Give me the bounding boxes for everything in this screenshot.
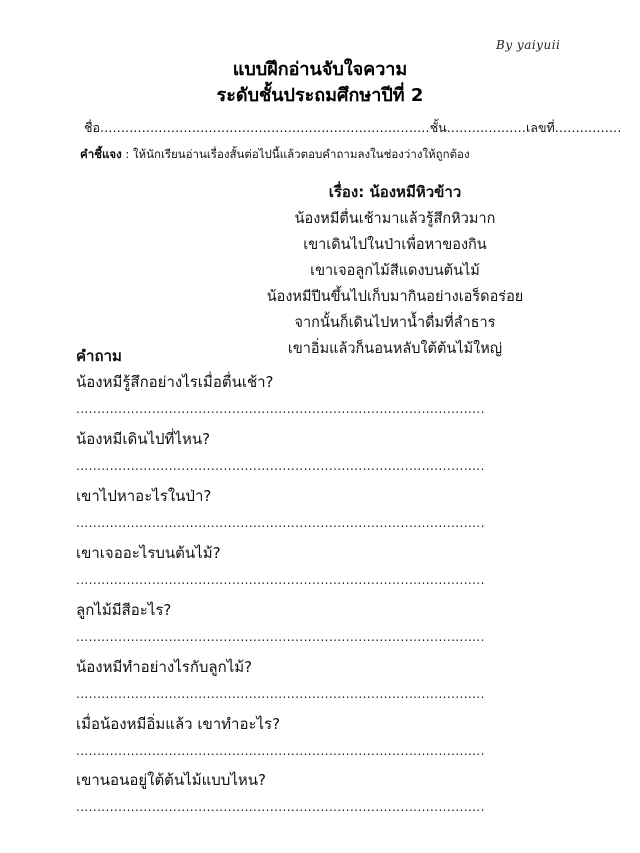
story-body: [230, 206, 560, 362]
question-text: น้องหมีเดินไปที่ไหน?: [76, 430, 211, 448]
question-item: [76, 484, 485, 530]
story-title: เรื่อง: น้องหมีหิวข้าว: [328, 183, 462, 201]
story-line: น้องหมีปีนขึ้นไปเก็บมากินอย่างเอร็ดอร่อย: [266, 289, 524, 305]
instruction-label: คำชี้แจง: [80, 147, 122, 161]
instruction: [80, 146, 470, 164]
question-text: เขาเจออะไรบนต้นไม้?: [76, 544, 221, 562]
question-text: เขาไปหาอะไรในป่า?: [76, 487, 212, 505]
story-line: เขาเดินไปในป่าเพื่อหาของกิน: [303, 237, 487, 253]
story-line: เขาอิ่มแล้วก็นอนหลับใต้ต้นไม้ใหญ่: [287, 341, 503, 357]
name-label: ชื่อ: [84, 120, 100, 135]
question-text: เมื่อน้องหมีอิ่มแล้ว เขาทำอะไร?: [76, 715, 281, 733]
question-item: [76, 712, 485, 758]
answer-line[interactable]: .................................................................................................: [76, 516, 485, 530]
number-label: เลขที่: [526, 120, 555, 135]
question-item: [76, 768, 485, 814]
question-text: เขานอนอยู่ใต้ต้นไม้แบบไหน?: [76, 771, 266, 789]
author-credit: By yaiyuii: [496, 38, 561, 52]
answer-line[interactable]: .................................................................................................: [76, 800, 485, 814]
story-line: น้องหมีตื่นเช้ามาแล้วรู้สึกหิวมาก: [294, 211, 496, 227]
answer-line[interactable]: .................................................................................................: [76, 687, 485, 701]
question-text: ลูกไม้มีสีอะไร?: [76, 601, 172, 619]
story-line: จากนั้นก็เดินไปหาน้ำดื่มที่ลำธาร: [294, 315, 496, 331]
answer-line[interactable]: .................................................................................................: [76, 573, 485, 587]
answer-line[interactable]: .................................................................................................: [76, 744, 485, 758]
name-field[interactable]: ...............................................................................: [100, 120, 430, 135]
question-text: น้องหมีทำอย่างไรกับลูกไม้?: [76, 658, 253, 676]
answer-line[interactable]: .................................................................................................: [76, 459, 485, 473]
student-info-line: [84, 118, 622, 138]
number-field[interactable]: ................: [554, 120, 622, 135]
question-item: [76, 541, 485, 587]
question-text: น้องหมีรู้สึกอย่างไรเมื่อตื่นเช้า?: [76, 373, 274, 391]
question-item: [76, 427, 485, 473]
class-label: ชั้น: [429, 120, 447, 135]
class-field[interactable]: ...................: [446, 120, 527, 135]
question-item: [76, 598, 485, 644]
question-item: [76, 655, 485, 701]
instruction-text: : ให้นักเรียนอ่านเรื่องสั้นต่อไปนี้แล้วตอบคำถามลงในช่องว่างให้ถูกต้อง: [121, 147, 470, 161]
worksheet-subtitle: ระดับชั้นประถมศึกษาปีที่ 2: [216, 85, 424, 106]
question-item: [76, 370, 485, 416]
questions-heading: คำถาม: [76, 347, 122, 365]
worksheet-title: แบบฝึกอ่านจับใจความ: [232, 59, 408, 80]
answer-line[interactable]: .................................................................................................: [76, 630, 485, 644]
answer-line[interactable]: .................................................................................................: [76, 402, 485, 416]
story-line: เขาเจอลูกไม้สีแดงบนต้นไม้: [310, 263, 480, 279]
